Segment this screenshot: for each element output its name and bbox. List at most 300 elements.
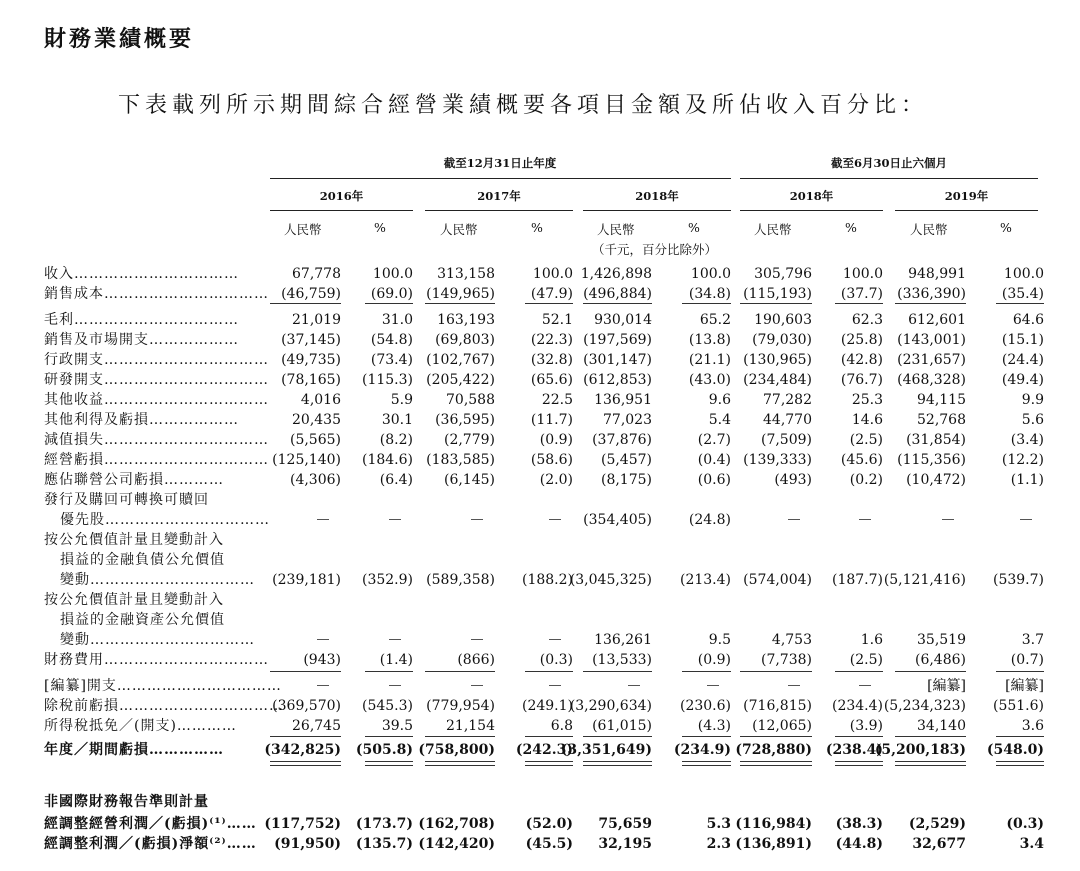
table-row (0, 310, 1080, 330)
cell-value: (548.0) (986, 742, 1044, 758)
currency-header: 人民幣 (597, 222, 635, 237)
subtotal-rule (835, 303, 883, 304)
row-label: 損益的金融負債公允價值 (60, 552, 225, 568)
cell-value: 32,195 (598, 836, 652, 852)
nil-dash (707, 685, 719, 686)
cell-value: (42.8) (840, 352, 883, 368)
table-row (0, 430, 1080, 450)
subtotal-rule (583, 303, 652, 304)
currency-header: 人民幣 (910, 222, 948, 237)
cell-value: (2.7) (697, 432, 731, 448)
cell-value: (10,472) (906, 472, 966, 488)
table-row (0, 716, 1080, 736)
cell-value: (79,030) (752, 332, 812, 348)
cell-value: 22.5 (541, 392, 573, 408)
cell-value: (238.4) (825, 742, 883, 758)
cell-value: 94,115 (917, 392, 966, 408)
cell-value: (12.2) (1001, 452, 1044, 468)
cell-value: (21.1) (688, 352, 731, 368)
nil-dash (788, 519, 800, 520)
subtotal-rule (365, 303, 413, 304)
nil-dash (471, 685, 483, 686)
table-row (0, 550, 1080, 570)
cell-value: (0.6) (697, 472, 731, 488)
cell-value: (728,880) (735, 742, 812, 758)
row-label: 損益的金融資產公允價值 (60, 612, 225, 628)
cell-value: 136,951 (594, 392, 652, 408)
period-half-header: 截至6月30日止六個月 (830, 156, 947, 170)
subtotal-rule (996, 303, 1044, 304)
row-label: 按公允價值計量且變動計入 (44, 592, 224, 608)
cell-value: (3.4) (1010, 432, 1044, 448)
cell-value: (0.3) (1006, 816, 1044, 832)
table-row (0, 450, 1080, 470)
currency-header: 人民幣 (284, 222, 322, 237)
cell-value: (43.0) (688, 372, 731, 388)
cell-value: 14.6 (851, 412, 883, 428)
year-rule-2018-h1 (740, 210, 883, 211)
cell-value: (8.2) (379, 432, 413, 448)
nil-dash (628, 685, 640, 686)
subtotal-rule (583, 671, 652, 672)
cell-value: 5.6 (1021, 412, 1044, 428)
cell-value: (11.7) (530, 412, 573, 428)
cell-value: (354,405) (583, 512, 652, 528)
cell-value: (3,290,634) (569, 698, 652, 714)
row-label: 銷售成本…………………………… (44, 286, 269, 302)
cell-value: 4,016 (300, 392, 341, 408)
cell-value: (78,165) (281, 372, 341, 388)
cell-value: 5.9 (390, 392, 413, 408)
cell-value: 39.5 (381, 718, 413, 734)
table-row (0, 470, 1080, 490)
table-row (0, 814, 1080, 834)
total-double-rule (270, 761, 341, 766)
cell-value: (3,351,649) (560, 742, 652, 758)
table-row (0, 696, 1080, 716)
cell-value: 4,753 (771, 632, 812, 648)
nil-dash (389, 639, 401, 640)
row-label: 研發開支…………………………… (44, 372, 269, 388)
cell-value: 3.7 (1021, 632, 1044, 648)
cell-value: (551.6) (992, 698, 1044, 714)
table-row (0, 740, 1080, 760)
row-label: [編纂]開支…………………………… (44, 678, 282, 694)
nil-dash (317, 685, 329, 686)
cell-value: (5,234,323) (883, 698, 966, 714)
table-row (0, 284, 1080, 304)
cell-value: (58.6) (530, 452, 573, 468)
currency-header: 人民幣 (754, 222, 792, 237)
row-label: 經營虧損…………………………… (44, 452, 269, 468)
cell-value: (187.7) (831, 572, 883, 588)
table-row (0, 676, 1080, 696)
cell-value: (6,486) (914, 652, 966, 668)
cell-value: (49,735) (281, 352, 341, 368)
cell-value: (4.3) (697, 718, 731, 734)
cell-value: (234,484) (743, 372, 812, 388)
year-header-2017: 2017年 (477, 189, 521, 203)
subtotal-rule (895, 671, 966, 672)
cell-value: 100.0 (842, 266, 883, 282)
cell-value: (22.3) (530, 332, 573, 348)
table-row (0, 330, 1080, 350)
subtotal-rule (583, 736, 652, 737)
cell-value: (8,175) (600, 472, 652, 488)
cell-value: 31.0 (381, 312, 413, 328)
subtotal-rule (525, 303, 573, 304)
cell-value: (3,045,325) (569, 572, 652, 588)
table-row (0, 570, 1080, 590)
total-double-rule (425, 761, 495, 766)
cell-value: 30.1 (381, 412, 413, 428)
cell-value: [編纂] (1005, 678, 1044, 694)
cell-value: (0.3) (539, 652, 573, 668)
cell-value: 100.0 (690, 266, 731, 282)
cell-value: 35,519 (917, 632, 966, 648)
cell-value: (142,420) (418, 836, 495, 852)
cell-value: (2.5) (849, 432, 883, 448)
cell-value: (184.6) (361, 452, 413, 468)
table-row (0, 530, 1080, 550)
year-header-2019-h1: 2019年 (944, 189, 989, 203)
subtotal-rule (365, 736, 413, 737)
cell-value: 948,991 (908, 266, 966, 282)
cell-value: (37,145) (281, 332, 341, 348)
cell-value: (866) (457, 652, 495, 668)
cell-value: (505.8) (355, 742, 413, 758)
cell-value: (24.4) (1001, 352, 1044, 368)
total-double-rule (835, 761, 883, 766)
cell-value: (116,984) (735, 816, 812, 832)
subtotal-rule (525, 736, 573, 737)
unit-note: （千元，百分比除外） (592, 242, 718, 257)
cell-value: (139,333) (743, 452, 812, 468)
year-rule-2019-h1 (895, 210, 1038, 211)
nil-dash (942, 519, 954, 520)
cell-value: (183,585) (426, 452, 495, 468)
cell-value: (2,779) (443, 432, 495, 448)
cell-value: (136,891) (735, 836, 812, 852)
cell-value: 5.3 (706, 816, 731, 832)
nil-dash (389, 685, 401, 686)
cell-value: (45.6) (840, 452, 883, 468)
cell-value: (24.8) (688, 512, 731, 528)
table-row (0, 490, 1080, 510)
cell-value: 21,154 (446, 718, 495, 734)
table-row (0, 650, 1080, 670)
cell-value: (54.8) (370, 332, 413, 348)
cell-value: (234.4) (831, 698, 883, 714)
cell-value: (173.7) (355, 816, 413, 832)
cell-value: 26,745 (292, 718, 341, 734)
cell-value: (352.9) (361, 572, 413, 588)
table-row (0, 264, 1080, 284)
row-label: 財務費用…………………………… (44, 652, 269, 668)
subtotal-rule (895, 736, 966, 737)
subtotal-rule (996, 671, 1044, 672)
cell-value: (46,759) (281, 286, 341, 302)
cell-value: 20,435 (292, 412, 341, 428)
cell-value: 77,023 (603, 412, 652, 428)
cell-value: (61,015) (592, 718, 652, 734)
subtotal-rule (740, 303, 812, 304)
subtotal-rule (682, 303, 731, 304)
cell-value: 3.6 (1021, 718, 1044, 734)
subtotal-rule (270, 736, 341, 737)
period-annual-rule (270, 178, 731, 179)
subtotal-rule (895, 303, 966, 304)
row-label: 經調整利潤／(虧損)淨額⁽²⁾…… (44, 836, 257, 852)
subtotal-rule (525, 671, 573, 672)
cell-value: (91,950) (274, 836, 341, 852)
cell-value: (6,145) (443, 472, 495, 488)
cell-value: 100.0 (1003, 266, 1044, 282)
cell-value: (239,181) (272, 572, 341, 588)
cell-value: 9.9 (1021, 392, 1044, 408)
cell-value: (231,657) (897, 352, 966, 368)
cell-value: 77,282 (763, 392, 812, 408)
cell-value: (69.0) (370, 286, 413, 302)
cell-value: (38.3) (835, 816, 883, 832)
cell-value: (1.4) (379, 652, 413, 668)
cell-value: 9.5 (708, 632, 731, 648)
cell-value: 70,588 (446, 392, 495, 408)
cell-value: (5,200,183) (874, 742, 966, 758)
cell-value: (65.6) (530, 372, 573, 388)
cell-value: (52.0) (525, 816, 573, 832)
cell-value: (12,065) (752, 718, 812, 734)
cell-value: (4,306) (289, 472, 341, 488)
nil-dash (471, 639, 483, 640)
subtotal-rule (425, 671, 495, 672)
cell-value: (539.7) (992, 572, 1044, 588)
subtotal-rule (682, 736, 731, 737)
row-label: 其他收益…………………………… (44, 392, 269, 408)
cell-value: (213.4) (679, 572, 731, 588)
cell-value: (13,533) (592, 652, 652, 668)
cell-value: 930,014 (594, 312, 652, 328)
subtotal-rule (740, 736, 812, 737)
table-row (0, 410, 1080, 430)
row-label: 行政開支…………………………… (44, 352, 269, 368)
cell-value: (1.1) (1010, 472, 1044, 488)
cell-value: 5.4 (708, 412, 731, 428)
cell-value: (7,509) (760, 432, 812, 448)
cell-value: 136,261 (594, 632, 652, 648)
cell-value: 100.0 (372, 266, 413, 282)
cell-value: (5,565) (289, 432, 341, 448)
cell-value: (230.6) (679, 698, 731, 714)
cell-value: (342,825) (264, 742, 341, 758)
row-label: 經調整經營利潤／(虧損)⁽¹⁾…… (44, 816, 257, 832)
nil-dash (1020, 519, 1032, 520)
cell-value: 6.8 (550, 718, 573, 734)
cell-value: (5,121,416) (883, 572, 966, 588)
cell-value: [編纂] (927, 678, 966, 694)
nil-dash (549, 519, 561, 520)
cell-value: (49.4) (1001, 372, 1044, 388)
cell-value: (31,854) (906, 432, 966, 448)
cell-value: (44.8) (835, 836, 883, 852)
cell-value: (149,965) (426, 286, 495, 302)
year-header-2018-h1: 2018年 (789, 189, 834, 203)
nil-dash (389, 519, 401, 520)
cell-value: (545.3) (361, 698, 413, 714)
cell-value: (496,884) (583, 286, 652, 302)
cell-value: 65.2 (699, 312, 731, 328)
year-rule-2016 (270, 210, 413, 211)
cell-value: (69,803) (435, 332, 495, 348)
cell-value: 163,193 (437, 312, 495, 328)
nil-dash (549, 685, 561, 686)
subtotal-rule (425, 303, 495, 304)
row-label: 按公允價值計量且變動計入 (44, 532, 224, 548)
cell-value: 25.3 (851, 392, 883, 408)
table-row (0, 590, 1080, 610)
cell-value: 9.6 (708, 392, 731, 408)
cell-value: (493) (774, 472, 812, 488)
cell-value: 1,426,898 (580, 266, 652, 282)
cell-value: (2,529) (908, 816, 966, 832)
cell-value: (45.5) (525, 836, 573, 852)
total-double-rule (525, 761, 573, 766)
cell-value: 44,770 (763, 412, 812, 428)
cell-value: (0.9) (697, 652, 731, 668)
nil-dash (859, 685, 871, 686)
cell-value: (779,954) (426, 698, 495, 714)
cell-value: (25.8) (840, 332, 883, 348)
row-label: 除稅前虧損…………………………… (44, 698, 284, 714)
total-double-rule (996, 761, 1044, 766)
nil-dash (317, 519, 329, 520)
cell-value: 75,659 (598, 816, 652, 832)
cell-value: (336,390) (897, 286, 966, 302)
row-label: 年度／期間虧損…………… (44, 742, 224, 758)
cell-value: 34,140 (917, 718, 966, 734)
subtotal-rule (425, 736, 495, 737)
table-row (0, 350, 1080, 370)
cell-value: (0.7) (1010, 652, 1044, 668)
cell-value: 21,019 (292, 312, 341, 328)
row-label: 優先股…………………………… (60, 512, 270, 528)
cell-value: (943) (303, 652, 341, 668)
cell-value: 2.3 (706, 836, 731, 852)
total-double-rule (682, 761, 731, 766)
cell-value: (234.9) (673, 742, 731, 758)
cell-value: (162,708) (418, 816, 495, 832)
cell-value: (35.4) (1001, 286, 1044, 302)
cell-value: (115,356) (897, 452, 966, 468)
total-double-rule (740, 761, 812, 766)
cell-value: (135.7) (355, 836, 413, 852)
total-double-rule (365, 761, 413, 766)
table-row (0, 834, 1080, 854)
intro-text: 下表載列所示期間綜合經營業績概要各項目金額及所佔收入百分比： (118, 93, 929, 118)
year-rule-2018 (583, 210, 731, 211)
cell-value: (13.8) (688, 332, 731, 348)
row-label: 變動…………………………… (60, 572, 255, 588)
cell-value: (249.1) (521, 698, 573, 714)
cell-value: (6.4) (379, 472, 413, 488)
cell-value: (130,965) (743, 352, 812, 368)
cell-value: (301,147) (583, 352, 652, 368)
nil-dash (317, 639, 329, 640)
cell-value: (115.3) (361, 372, 413, 388)
row-label: 其他利得及虧損……………… (44, 412, 239, 428)
percent-header: % (374, 220, 386, 235)
cell-value: 190,603 (754, 312, 812, 328)
period-annual-header: 截至12月31日止年度 (443, 156, 557, 170)
percent-header: % (845, 220, 857, 235)
cell-value: (115,193) (743, 286, 812, 302)
page-title: 財務業績概要 (44, 26, 195, 52)
cell-value: (468,328) (897, 372, 966, 388)
cell-value: (205,422) (426, 372, 495, 388)
subtotal-rule (365, 671, 413, 672)
cell-value: (716,815) (743, 698, 812, 714)
total-double-rule (895, 761, 966, 766)
cell-value: 305,796 (754, 266, 812, 282)
cell-value: 1.6 (860, 632, 883, 648)
cell-value: (143,001) (897, 332, 966, 348)
nil-dash (859, 519, 871, 520)
row-label: 毛利…………………………… (44, 312, 239, 328)
cell-value: (574,004) (743, 572, 812, 588)
nil-dash (788, 685, 800, 686)
cell-value: (37,876) (592, 432, 652, 448)
subtotal-rule (740, 671, 812, 672)
cell-value: (15.1) (1001, 332, 1044, 348)
percent-header: % (1000, 220, 1012, 235)
cell-value: 62.3 (851, 312, 883, 328)
cell-value: (5,457) (600, 452, 652, 468)
percent-header: % (688, 220, 700, 235)
cell-value: (612,853) (583, 372, 652, 388)
year-header-2016: 2016年 (319, 189, 364, 203)
cell-value: (369,570) (272, 698, 341, 714)
cell-value: (36,595) (435, 412, 495, 428)
cell-value: (7,738) (760, 652, 812, 668)
row-label: 收入…………………………… (44, 266, 239, 282)
year-rule-2017 (425, 210, 573, 211)
cell-value: 100.0 (532, 266, 573, 282)
subtotal-rule (996, 736, 1044, 737)
cell-value: 32,677 (912, 836, 966, 852)
subtotal-rule (835, 671, 883, 672)
cell-value: (76.7) (840, 372, 883, 388)
row-label: 所得稅抵免／(開支)………… (44, 718, 237, 734)
cell-value: (34.8) (688, 286, 731, 302)
cell-value: (125,140) (272, 452, 341, 468)
year-header-2018: 2018年 (635, 189, 679, 203)
table-row (0, 370, 1080, 390)
cell-value: (2.5) (849, 652, 883, 668)
row-label: 變動…………………………… (60, 632, 255, 648)
table-row (0, 630, 1080, 650)
nil-dash (549, 639, 561, 640)
nil-dash (471, 519, 483, 520)
cell-value: (47.9) (530, 286, 573, 302)
cell-value: (197,569) (583, 332, 652, 348)
table-row (0, 610, 1080, 630)
cell-value: 3.4 (1019, 836, 1044, 852)
cell-value: 313,158 (437, 266, 495, 282)
cell-value: (2.0) (539, 472, 573, 488)
total-double-rule (583, 761, 652, 766)
subtotal-rule (270, 303, 341, 304)
subtotal-rule (835, 736, 883, 737)
